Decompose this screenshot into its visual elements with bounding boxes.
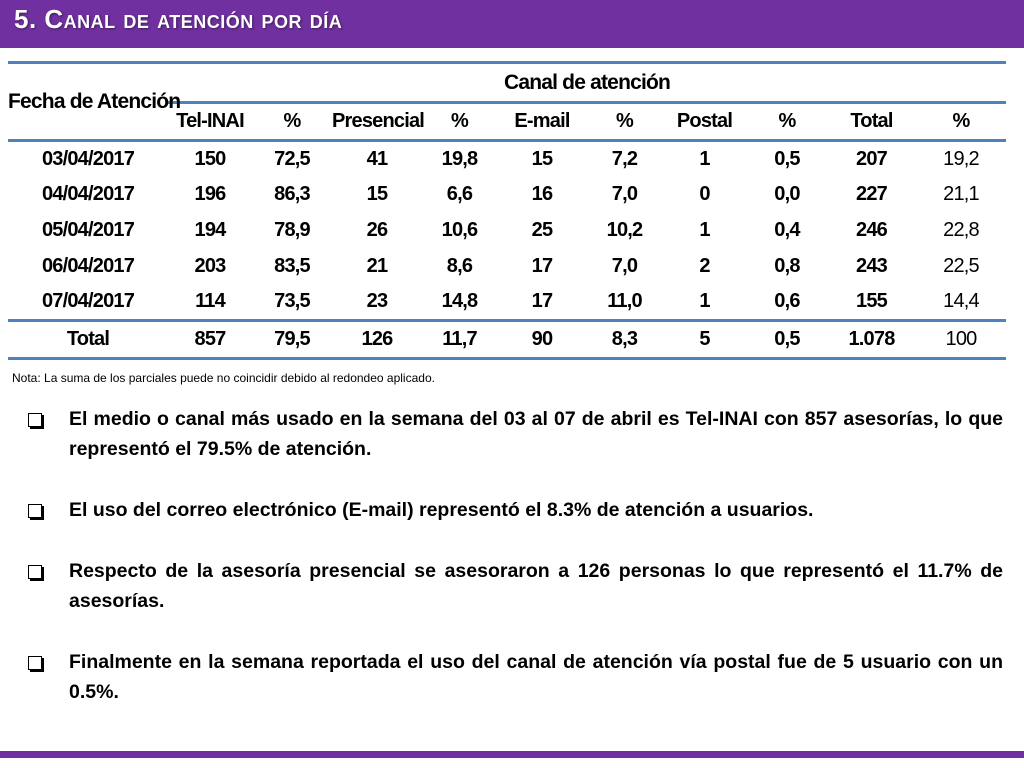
total-cell: 0,5 [774,328,800,350]
value-cell: 1 [699,147,710,170]
total-cell: 5 [699,328,710,350]
value-cell: 72,5 [274,147,310,170]
bullet-item [28,495,1003,525]
value-cell: 0,4 [774,219,800,241]
date-cell: 07/04/2017 [41,290,135,313]
value-cell: 19,2 [943,147,979,170]
bullet-text: El medio o canal más usado en la semana del 03 al 07 de abril es Tel-INAI con 857 asesorías, lo que representó el 79.5% de atención. [69,408,1003,460]
table-row [8,177,1006,213]
value-cell: 0 [699,183,710,205]
total-cell: 100 [945,328,977,350]
checkbox-bullet-icon [28,504,42,518]
value-cell: 203 [194,255,226,277]
total-cell: 8,3 [611,328,638,350]
column-header: Presencial [332,110,425,132]
value-cell: 23 [366,290,388,313]
bullet-text: Finalmente en la semana reportada el uso del canal de atención vía postal fue de 5 usuario con un 0.5%. [69,651,1003,703]
value-cell: 6,6 [446,183,473,205]
table-row [8,249,1006,285]
total-cell: 90 [531,328,553,350]
value-cell: 7,0 [611,255,638,277]
column-header: % [451,110,468,132]
value-cell: 16 [531,183,553,205]
total-cell: 79,5 [274,328,310,350]
table-row [8,141,1006,177]
value-cell: 194 [194,219,226,241]
value-cell: 0,0 [774,183,800,205]
total-cell: 126 [361,328,393,350]
value-cell: 155 [856,290,887,313]
value-cell: 17 [531,255,553,277]
column-header: Tel-INAI [176,110,244,132]
value-cell: 14,4 [943,290,979,313]
column-header: % [283,110,301,132]
value-cell: 0,8 [774,255,800,277]
attention-table [8,61,1006,360]
value-cell: 41 [366,147,388,170]
row-header-date: Fecha de Atención [8,63,168,141]
value-cell: 150 [194,147,226,170]
table-row [8,213,1006,249]
date-cell: 06/04/2017 [41,255,135,277]
title-bar [0,0,1024,48]
value-cell: 196 [194,183,226,205]
value-cell: 78,9 [274,219,310,241]
bullet-text: Respecto de la asesoría presencial se asesoraron a 126 personas lo que representó el 11.7% de asesorías. [69,560,1003,612]
table-note: Nota: La suma de los parciales puede no coincidir debido al redondeo aplicado. [12,371,435,385]
value-cell: 246 [856,219,887,241]
value-cell: 7,0 [611,183,638,205]
checkbox-bullet-icon [28,565,42,579]
column-header: E-mail [514,110,570,132]
total-cell: 11,7 [442,328,477,350]
page-title: 5. Canal de atención por día [14,4,343,34]
group-header-channel: Canal de atención [168,63,1006,103]
total-cell: 857 [194,328,226,350]
date-cell: 05/04/2017 [41,219,135,241]
value-cell: 83,5 [274,255,310,277]
total-label: Total [66,328,110,350]
value-cell: 0,6 [774,290,800,313]
value-cell: 10,6 [441,219,478,241]
table-row [8,285,1006,321]
bullet-item [28,647,1003,707]
checkbox-bullet-icon [28,413,42,427]
value-cell: 73,5 [274,290,310,313]
value-cell: 22,5 [943,255,979,277]
bullet-item [28,404,1003,464]
column-header: % [616,110,633,132]
bullet-text: El uso del correo electrónico (E-mail) representó el 8.3% de atención a usuarios. [69,499,814,521]
value-cell: 26 [366,219,388,241]
bullet-list [28,404,1003,738]
value-cell: 243 [856,255,887,277]
column-header: % [952,110,970,132]
value-cell: 1 [699,290,710,313]
total-cell: 1.078 [848,328,895,350]
total-row [8,321,1006,359]
value-cell: 1 [699,219,710,241]
column-header: Postal [676,110,733,132]
value-cell: 15 [366,183,388,205]
value-cell: 21,1 [943,183,979,205]
value-cell: 227 [856,183,887,205]
value-cell: 7,2 [611,147,638,170]
date-cell: 03/04/2017 [41,147,135,170]
attention-table-container [8,61,1006,361]
value-cell: 0,5 [774,147,800,170]
value-cell: 21 [366,255,388,277]
checkbox-bullet-icon [28,656,42,670]
column-header: % [778,110,796,132]
value-cell: 19,8 [441,147,478,170]
value-cell: 10,2 [606,219,643,241]
value-cell: 114 [195,290,225,313]
value-cell: 25 [531,219,553,241]
value-cell: 15 [531,147,553,170]
value-cell: 8,6 [446,255,473,277]
value-cell: 17 [531,290,553,313]
value-cell: 11,0 [607,290,642,313]
value-cell: 2 [699,255,710,277]
bottom-bar [0,751,1024,758]
bullet-item [28,556,1003,616]
value-cell: 14,8 [441,290,478,313]
column-header: Total [850,110,893,132]
value-cell: 86,3 [274,183,310,205]
value-cell: 22,8 [943,219,979,241]
value-cell: 207 [856,147,887,170]
date-cell: 04/04/2017 [41,183,135,205]
